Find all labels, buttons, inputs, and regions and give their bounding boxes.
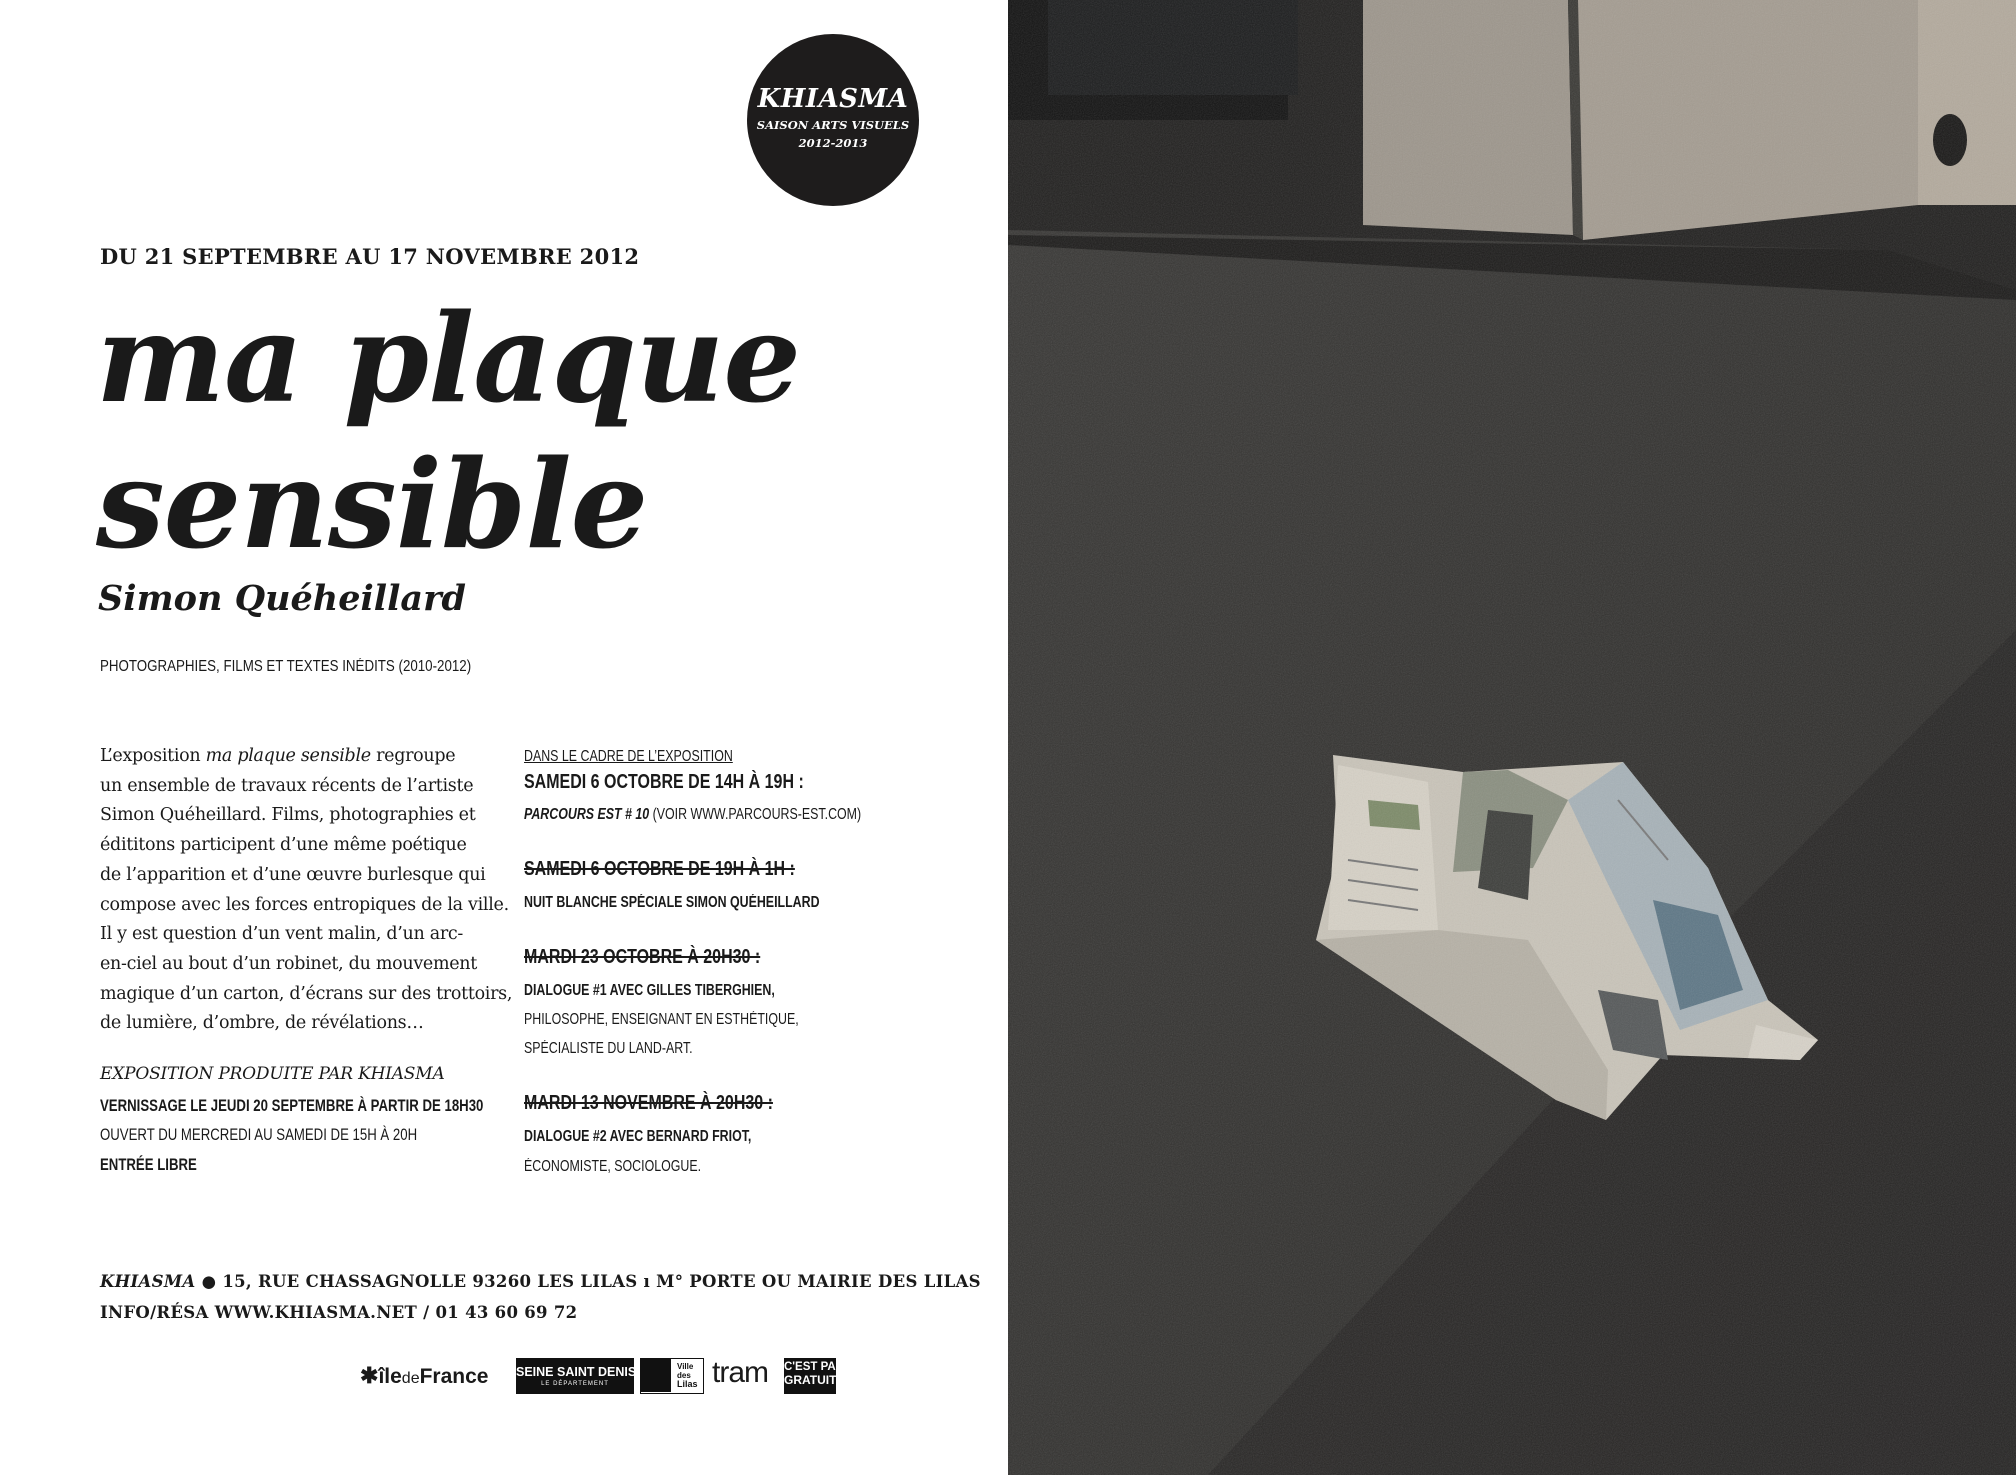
tram-logo: tram (712, 1356, 768, 1389)
exhibition-dates: DU 21 SEPTEMBRE AU 17 NOVEMBRE 2012 (100, 244, 640, 269)
exhibition-subtitle: PHOTOGRAPHIES, FILMS ET TEXTES INÉDITS (2010-2012) (100, 658, 472, 675)
event-1-link-text: (VOIR WWW.PARCOURS-EST.COM) (649, 806, 862, 823)
iledefrance-logo (360, 1358, 510, 1394)
opening-hours: OUVERT DU MERCREDI AU SAMEDI DE 15H À 20H (100, 1126, 418, 1144)
seine-saint-denis-logo (516, 1358, 637, 1394)
event-1-name: PARCOURS EST # 10 (524, 806, 650, 823)
description-post: regroupe (370, 746, 456, 766)
entry-info: ENTRÉE LIBRE (100, 1156, 197, 1174)
description-line: Simon Quéheillard. Films, photographies et (100, 805, 476, 826)
event-4-heading: MARDI 13 NOVEMBRE À 20H30 : (524, 1092, 773, 1114)
description-line: Il y est question d’un vent malin, d’un arc- (100, 924, 464, 945)
photo-illustration (1008, 0, 2016, 1475)
event-3-detail-3: SPÉCIALISTE DU LAND-ART. (524, 1040, 693, 1057)
ville-des-lilas-logo (640, 1358, 704, 1394)
event-1-detail (524, 806, 861, 824)
event-1-heading: SAMEDI 6 OCTOBRE DE 14H À 19H : (524, 771, 804, 793)
exhibition-title (96, 285, 800, 577)
contact-line: INFO/RÉSA WWW.KHIASMA.NET / 01 43 60 69 72 (100, 1303, 578, 1322)
description-line: en-ciel au bout d’un robinet, du mouvement (100, 953, 478, 974)
idf-text-c: France (419, 1365, 489, 1388)
khiasma-badge (747, 34, 919, 206)
newspaper-photo (1008, 0, 2016, 1475)
cest-text-2: GRATUIT (784, 1373, 837, 1387)
lilas-text-1: Ville (677, 1362, 694, 1371)
description-line: édititons participent d’une même poétique (100, 835, 467, 856)
idf-text-a: île (378, 1365, 402, 1388)
lilas-block (641, 1359, 671, 1392)
idf-text-b: de (401, 1370, 420, 1387)
title-line-2: sensible (96, 432, 648, 576)
description-line: de l’apparition et d’une œuvre burlesque qui (100, 864, 486, 885)
address-line (100, 1272, 981, 1291)
production-credit: EXPOSITION PRODUITE PAR KHIASMA (100, 1064, 445, 1084)
address-venue: KHIASMA (100, 1272, 196, 1291)
description-line: magique d’un carton, d’écrans sur des trottoirs, (100, 983, 513, 1004)
event-2-detail: NUIT BLANCHE SPÉCIALE SIMON QUÉHEILLARD (524, 894, 820, 911)
event-4-detail-2: ÉCONOMISTE, SOCIOLOGUE. (524, 1158, 702, 1175)
star-icon: ✱ (360, 1363, 379, 1388)
events-intro: DANS LE CADRE DE L’EXPOSITION (524, 748, 733, 765)
cest-text-1: C'EST PAS (784, 1361, 844, 1373)
vernissage-info: VERNISSAGE LE JEUDI 20 SEPTEMBRE À PARTIR DE 18H30 (100, 1097, 484, 1115)
description-pre: L’exposition (100, 746, 206, 766)
description-line: un ensemble de travaux récents de l’artiste (100, 775, 474, 796)
description-line: de lumière, d’ombre, de révélations… (100, 1013, 424, 1034)
event-4-detail-1: DIALOGUE #2 AVEC BERNARD FRIOT, (524, 1128, 752, 1145)
badge-years: 2012-2013 (798, 136, 868, 150)
event-3-heading: MARDI 23 OCTOBRE À 20H30 : (524, 946, 761, 968)
artist-name: Simon Quéheillard (98, 578, 466, 619)
ssd-text-2: LE DÉPARTEMENT (541, 1381, 609, 1387)
event-3-detail-1: DIALOGUE #1 AVEC GILLES TIBERGHIEN, (524, 982, 775, 999)
ssd-text-1: SEINE SAINT DENIS (516, 1365, 637, 1379)
event-2-heading: SAMEDI 6 OCTOBRE DE 19H À 1H : (524, 858, 795, 880)
title-line-1: ma plaque (96, 286, 800, 430)
badge-name: KHIASMA (757, 84, 909, 114)
badge-season: SAISON ARTS VISUELS (756, 118, 910, 132)
description-line (100, 742, 500, 772)
cest-pas-gratuit-logo (784, 1358, 844, 1394)
address-street: ● 15, RUE CHASSAGNOLLE 93260 LES LILAS ı M° PORTE OU MAIRIE DES LILAS (195, 1272, 981, 1291)
event-3-detail-2: PHILOSOPHE, ENSEIGNANT EN ESTHÉTIQUE, (524, 1011, 799, 1028)
lilas-text-2: des (677, 1371, 691, 1380)
description-title-em: ma plaque sensible (205, 746, 371, 766)
lilas-text-3: Lilas (677, 1379, 698, 1389)
description-line: compose avec les forces entropiques de la ville. (100, 894, 509, 915)
description (100, 742, 513, 1039)
photo-grain (1008, 0, 2016, 1475)
